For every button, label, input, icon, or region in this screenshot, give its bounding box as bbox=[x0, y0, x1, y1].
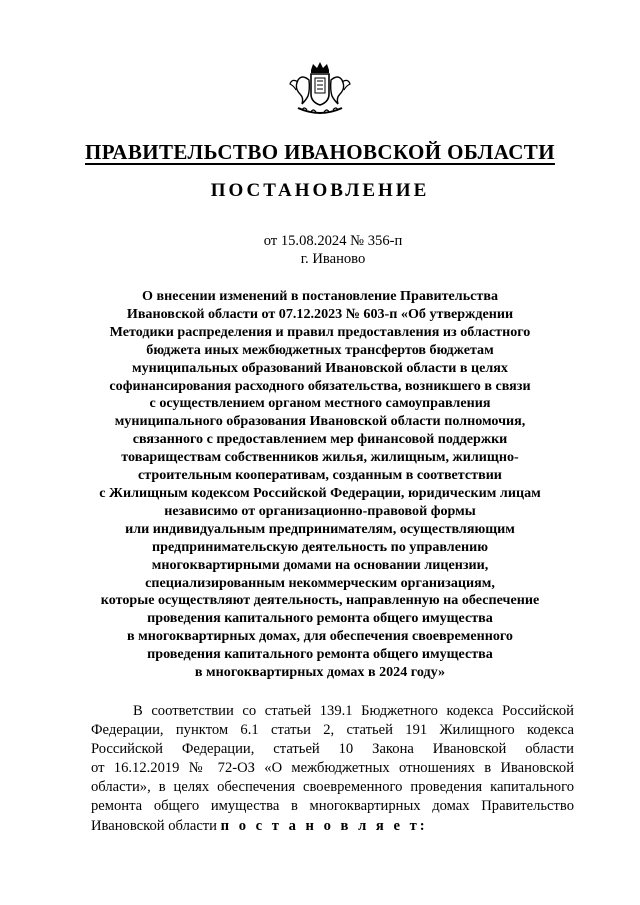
title-line: многоквартирными домами на основании лицензии, bbox=[151, 556, 489, 573]
title-line: с Жилищным кодексом Российской Федерации, юридическим лицам bbox=[99, 484, 541, 501]
title-line: предпринимательскую деятельность по управлению bbox=[152, 538, 488, 555]
title-line: или индивидуальным предпринимателям, осуществляющим bbox=[125, 520, 515, 537]
coat-of-arms-icon bbox=[284, 60, 356, 120]
title-line: Ивановской области от 07.12.2023 № 603-п «Об утверждении bbox=[126, 305, 514, 322]
title-line: независимо от организационно-правовой формы bbox=[164, 502, 476, 519]
document-title bbox=[90, 288, 550, 682]
date-number: от 15.08.2024 № 356-п bbox=[263, 233, 403, 249]
title-line: Методики распределения и правил предоставления из областного bbox=[109, 323, 531, 340]
body-last-line bbox=[91, 817, 574, 836]
title-line: проведения капитального ремонта общего имущества bbox=[147, 610, 493, 627]
body-line: от 16.12.2019 № 72-ОЗ «О межбюджетных отношениях в Ивановской bbox=[91, 760, 574, 777]
body-line: ремонта общего имущества в многоквартирных домах Правительство bbox=[91, 798, 574, 815]
resolves-word: п о с т а н о в л я е т: bbox=[220, 817, 428, 834]
title-line: связанного с предоставлением мер финансовой поддержки bbox=[132, 431, 508, 448]
title-line: О внесении изменений в постановление Правительства bbox=[142, 288, 498, 304]
title-line: строительным кооперативам, созданным в соответствии bbox=[138, 467, 502, 484]
body-line: В соответствии со статьей 139.1 Бюджетного кодекса Российской bbox=[133, 703, 574, 719]
title-line: в многоквартирных домах, для обеспечения своевременного bbox=[127, 628, 513, 645]
organization-name: ПРАВИТЕЛЬСТВО ИВАНОВСКОЙ ОБЛАСТИ bbox=[85, 140, 555, 164]
title-line: специализированным некоммерческим организациям, bbox=[145, 574, 495, 591]
title-line: проведения капитального ремонта общего имущества bbox=[147, 646, 493, 663]
body-last-text: Ивановской области bbox=[91, 817, 221, 834]
title-line: в многоквартирных домах в 2024 году» bbox=[194, 664, 446, 681]
title-line: муниципальных образований Ивановской области в целях bbox=[132, 359, 508, 376]
city: г. Иваново bbox=[300, 251, 366, 267]
title-line: товариществам собственников жилья, жилищным, жилищно- bbox=[121, 449, 519, 466]
title-line: которые осуществляют деятельность, направленную на обеспечение bbox=[100, 592, 540, 609]
body-line: области», в целях обеспечения своевременного проведения капитального bbox=[91, 779, 574, 796]
title-line: бюджета иных межбюджетных трансфертов бюджетам bbox=[146, 341, 494, 358]
title-line: софинансирования расходного обязательства, возникшего в связи bbox=[109, 377, 531, 394]
body-line: Российской Федерации, статьей 10 Закона Ивановской области bbox=[91, 741, 574, 758]
document-meta bbox=[0, 232, 640, 268]
body-paragraph bbox=[91, 702, 574, 836]
body-line: Федерации, пунктом 6.1 статьи 2, статьей 191 Жилищного кодекса bbox=[91, 722, 574, 739]
document-type-heading: ПОСТАНОВЛЕНИЕ bbox=[210, 180, 430, 201]
title-line: с осуществлением органом местного самоуправления bbox=[149, 395, 491, 412]
title-line: муниципального образования Ивановской области полномочия, bbox=[114, 413, 526, 430]
